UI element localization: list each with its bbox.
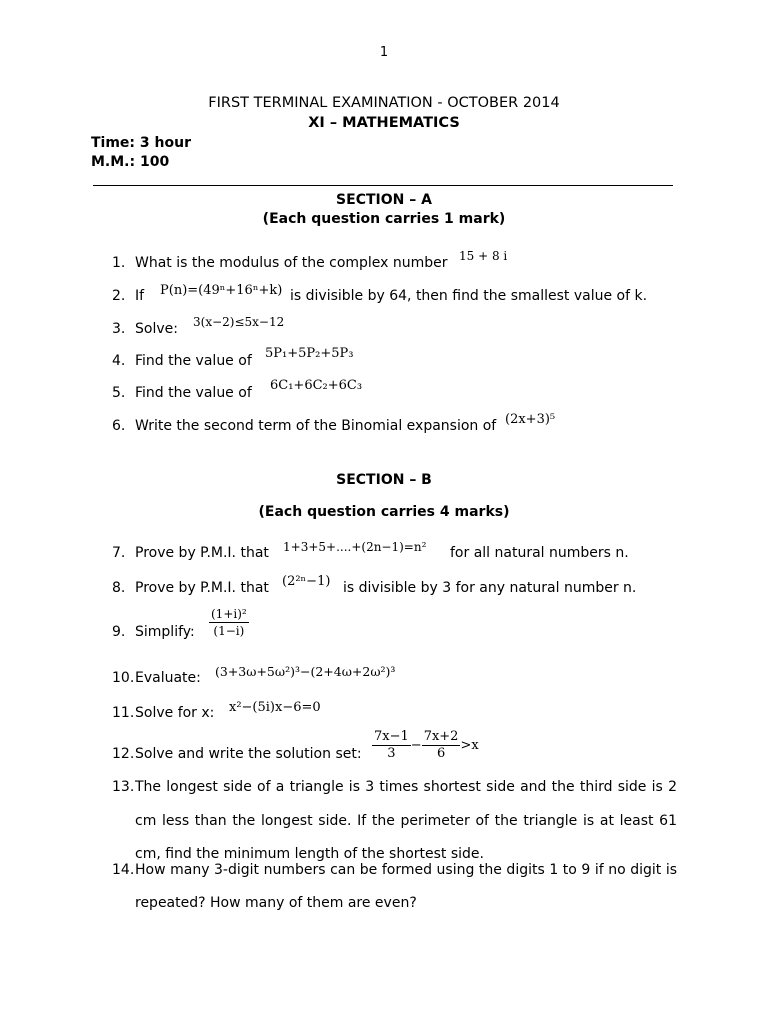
question-number: 12. xyxy=(112,746,135,762)
max-marks: M.M.: 100 xyxy=(91,154,170,170)
question-number: 11. xyxy=(112,705,135,721)
question-8-math: (2²ⁿ−1) xyxy=(282,574,331,589)
question-10-math: (3+3ω+5ω²)³−(2+4ω+2ω²)³ xyxy=(215,664,396,679)
question-number: 9. xyxy=(112,624,126,640)
question-14 xyxy=(112,862,135,878)
question-2-tail: is divisible by 64, then find the smallest value of k. xyxy=(290,288,648,304)
question-number: 10. xyxy=(112,670,135,686)
exam-meta xyxy=(91,134,191,172)
question-2 xyxy=(112,288,144,304)
fraction-denominator: (1−i) xyxy=(213,624,245,638)
fraction-numerator: 7x+2 xyxy=(423,729,459,744)
question-7-math: 1+3+5+....+(2n−1)=n² xyxy=(283,540,427,554)
question-11 xyxy=(112,705,214,721)
exam-title: FIRST TERMINAL EXAMINATION - OCTOBER 2014 xyxy=(208,95,560,111)
question-13-line-3: cm, find the minimum length of the shortest side. xyxy=(135,846,484,862)
question-9-math xyxy=(209,606,249,639)
fraction xyxy=(372,729,411,762)
question-4 xyxy=(112,353,252,369)
question-number: 7. xyxy=(112,545,126,561)
question-7-tail: for all natural numbers n. xyxy=(450,545,629,561)
question-7 xyxy=(112,545,269,561)
question-8-tail: is divisible by 3 for any natural number n. xyxy=(343,580,637,596)
question-9 xyxy=(112,624,195,640)
fraction xyxy=(209,606,249,639)
question-number: 1. xyxy=(112,255,126,271)
exam-header xyxy=(0,93,768,133)
question-text: What is the modulus of the complex number xyxy=(135,255,448,271)
question-3-math: 3(x−2)≤5x−12 xyxy=(193,315,285,329)
question-text: Solve and write the solution set: xyxy=(135,746,362,762)
fraction-numerator: (1+i)² xyxy=(211,607,247,621)
page-number: 1 xyxy=(379,45,389,60)
question-text: Solve: xyxy=(135,321,178,337)
section-a-header xyxy=(0,191,768,229)
inequality-tail: >x xyxy=(460,738,479,753)
question-6 xyxy=(112,418,496,434)
time-allowed: Time: 3 hour xyxy=(91,135,191,151)
subject-title: XI – MATHEMATICS xyxy=(308,115,460,131)
question-number: 8. xyxy=(112,580,126,596)
question-text: Find the value of xyxy=(135,385,252,401)
section-b-title: SECTION – B xyxy=(336,472,432,488)
fraction-denominator: 6 xyxy=(436,746,446,761)
question-text: Prove by P.M.I. that xyxy=(135,580,269,596)
question-text: Write the second term of the Binomial expansion of xyxy=(135,418,497,434)
question-14-line-1: How many 3-digit numbers can be formed using the digits 1 to 9 if no digit is xyxy=(135,862,677,878)
question-13-line-2: cm less than the longest side. If the perimeter of the triangle is at least 61 xyxy=(135,813,677,829)
question-text: Evaluate: xyxy=(135,670,201,686)
question-text: Simplify: xyxy=(135,624,195,640)
section-b-subtitle: (Each question carries 4 marks) xyxy=(258,504,510,520)
question-text: If xyxy=(135,288,145,304)
section-a-subtitle: (Each question carries 1 mark) xyxy=(262,211,506,227)
question-number: 6. xyxy=(112,418,126,434)
question-number: 4. xyxy=(112,353,126,369)
question-text: Solve for x: xyxy=(135,705,215,721)
question-13-line-1: The longest side of a triangle is 3 times shortest side and the third side is 2 xyxy=(135,779,677,795)
question-10 xyxy=(112,670,201,686)
question-5-math: 6C₁+6C₂+6C₃ xyxy=(270,378,363,393)
question-number: 3. xyxy=(112,321,126,337)
question-number: 5. xyxy=(112,385,126,401)
question-13 xyxy=(112,779,135,795)
question-number: 14. xyxy=(112,862,135,878)
fraction-numerator: 7x−1 xyxy=(374,729,409,744)
question-3 xyxy=(112,321,178,337)
header-divider xyxy=(93,185,673,186)
question-4-math: 5P₁+5P₂+5P₃ xyxy=(265,346,354,361)
question-2-math: P(n)=(49ⁿ+16ⁿ+k) xyxy=(160,283,283,298)
question-11-math: x²−(5i)x−6=0 xyxy=(229,700,321,715)
question-1 xyxy=(112,255,448,271)
question-1-math: 15 + 8 i xyxy=(459,249,508,263)
section-a-title: SECTION – A xyxy=(336,192,432,208)
question-12-math: $\frac{7x-1}{3}$ − $\frac{7x+2}{6}$ >x xyxy=(374,729,479,761)
question-text: Prove by P.M.I. that xyxy=(135,545,269,561)
question-14-line-2: repeated? How many of them are even? xyxy=(135,895,417,911)
question-6-math: (2x+3)⁵ xyxy=(505,412,556,427)
question-12 xyxy=(112,746,362,762)
fraction xyxy=(422,729,461,762)
question-number: 2. xyxy=(112,288,126,304)
question-5 xyxy=(112,385,252,401)
fraction-denominator: 3 xyxy=(387,746,396,761)
question-text: Find the value of xyxy=(135,353,252,369)
question-number: 13. xyxy=(112,779,135,795)
question-8 xyxy=(112,580,269,596)
